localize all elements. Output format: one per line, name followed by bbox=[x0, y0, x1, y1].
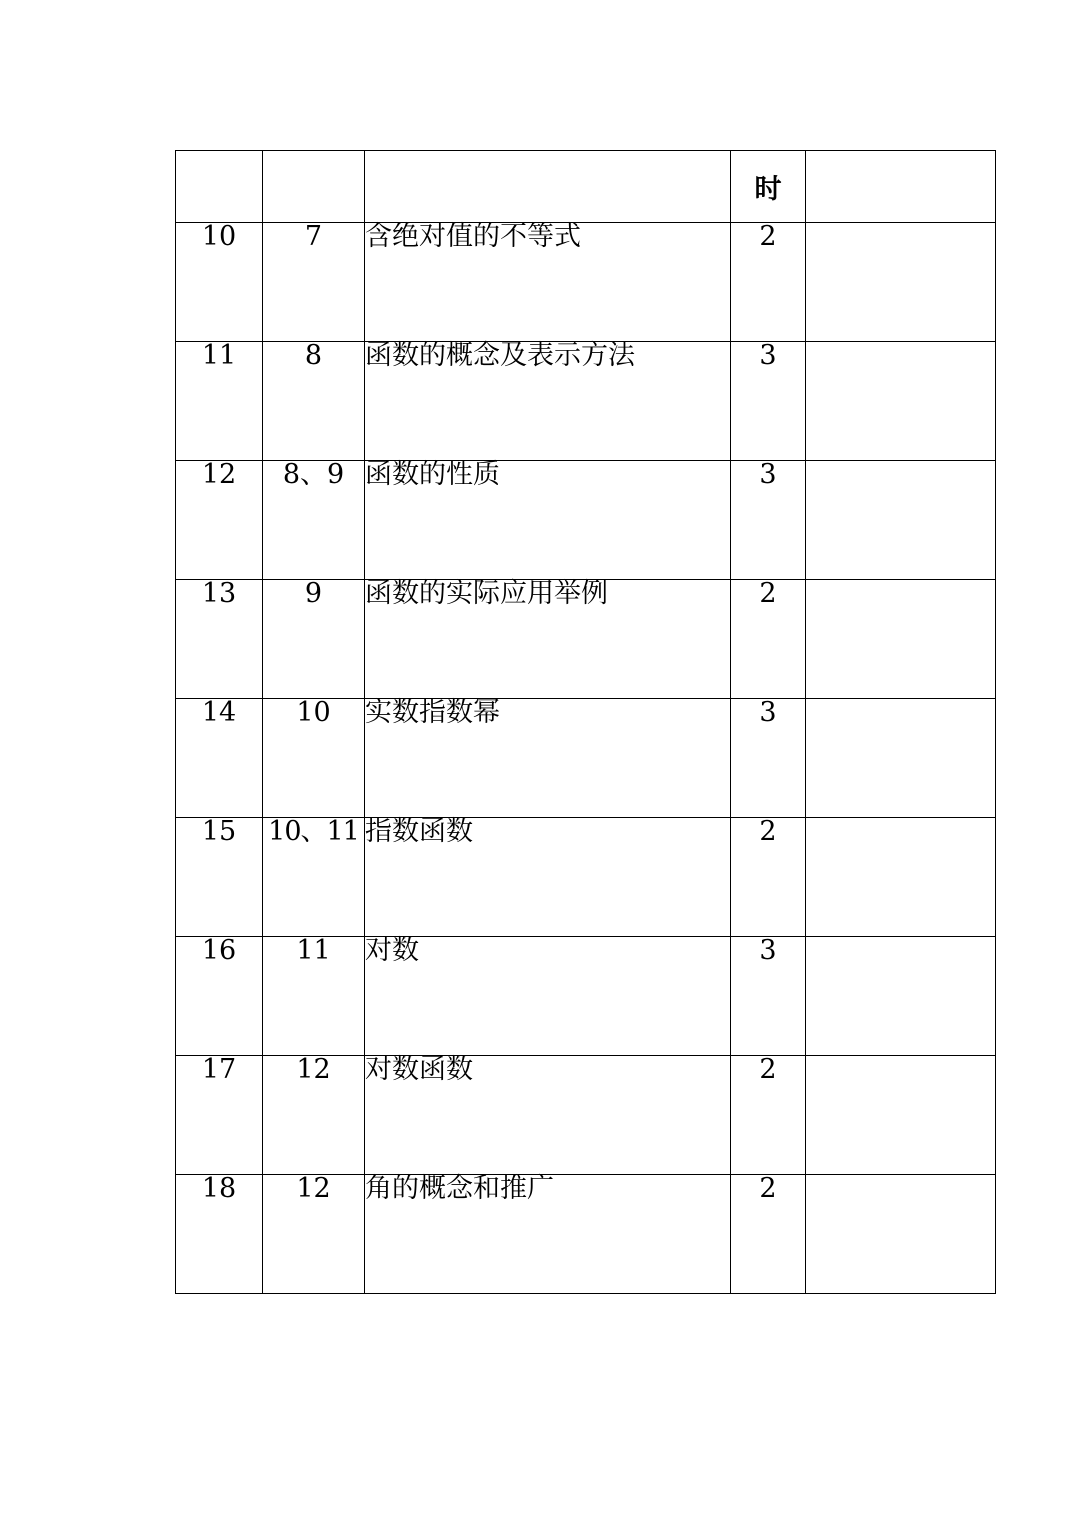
chapter-cell: 12 bbox=[263, 1175, 365, 1294]
topic-cell: 指数函数 bbox=[365, 818, 731, 937]
chapter-cell: 11 bbox=[263, 937, 365, 1056]
topic-cell: 函数的概念及表示方法 bbox=[365, 342, 731, 461]
week-cell: 14 bbox=[176, 699, 263, 818]
hours-cell: 2 bbox=[731, 580, 806, 699]
hours-cell: 2 bbox=[731, 818, 806, 937]
hours-cell: 2 bbox=[731, 1056, 806, 1175]
table-row bbox=[176, 342, 996, 461]
header-topic-cell bbox=[365, 151, 731, 223]
topic-cell: 对数 bbox=[365, 937, 731, 1056]
note-cell bbox=[806, 1175, 996, 1294]
header-week-cell bbox=[176, 151, 263, 223]
header-note-cell bbox=[806, 151, 996, 223]
hours-cell: 3 bbox=[731, 937, 806, 1056]
topic-cell: 含绝对值的不等式 bbox=[365, 223, 731, 342]
week-cell: 17 bbox=[176, 1056, 263, 1175]
note-cell bbox=[806, 580, 996, 699]
hours-cell: 2 bbox=[731, 223, 806, 342]
week-cell: 15 bbox=[176, 818, 263, 937]
week-cell: 10 bbox=[176, 223, 263, 342]
topic-cell: 函数的性质 bbox=[365, 461, 731, 580]
table-row bbox=[176, 223, 996, 342]
week-cell: 13 bbox=[176, 580, 263, 699]
note-cell bbox=[806, 699, 996, 818]
hours-cell: 3 bbox=[731, 342, 806, 461]
schedule-table bbox=[175, 150, 996, 1294]
topic-cell: 函数的实际应用举例 bbox=[365, 580, 731, 699]
note-cell bbox=[806, 223, 996, 342]
table-row bbox=[176, 937, 996, 1056]
hours-cell: 3 bbox=[731, 699, 806, 818]
table-row bbox=[176, 699, 996, 818]
hours-cell: 3 bbox=[731, 461, 806, 580]
header-hours-cell: 时 bbox=[731, 151, 806, 223]
chapter-cell: 10、11 bbox=[263, 818, 365, 937]
note-cell bbox=[806, 818, 996, 937]
table-row bbox=[176, 580, 996, 699]
week-cell: 12 bbox=[176, 461, 263, 580]
topic-cell: 实数指数幂 bbox=[365, 699, 731, 818]
chapter-cell: 12 bbox=[263, 1056, 365, 1175]
topic-cell: 角的概念和推广 bbox=[365, 1175, 731, 1294]
note-cell bbox=[806, 342, 996, 461]
chapter-cell: 8、9 bbox=[263, 461, 365, 580]
header-chapter-cell bbox=[263, 151, 365, 223]
table-row bbox=[176, 1175, 996, 1294]
table-header-row bbox=[176, 151, 996, 223]
note-cell bbox=[806, 937, 996, 1056]
chapter-cell: 7 bbox=[263, 223, 365, 342]
week-cell: 18 bbox=[176, 1175, 263, 1294]
chapter-cell: 10 bbox=[263, 699, 365, 818]
hours-cell: 2 bbox=[731, 1175, 806, 1294]
week-cell: 11 bbox=[176, 342, 263, 461]
note-cell bbox=[806, 461, 996, 580]
table-row bbox=[176, 1056, 996, 1175]
chapter-cell: 8 bbox=[263, 342, 365, 461]
chapter-cell: 9 bbox=[263, 580, 365, 699]
week-cell: 16 bbox=[176, 937, 263, 1056]
topic-cell: 对数函数 bbox=[365, 1056, 731, 1175]
note-cell bbox=[806, 1056, 996, 1175]
table-row bbox=[176, 818, 996, 937]
table-row bbox=[176, 461, 996, 580]
